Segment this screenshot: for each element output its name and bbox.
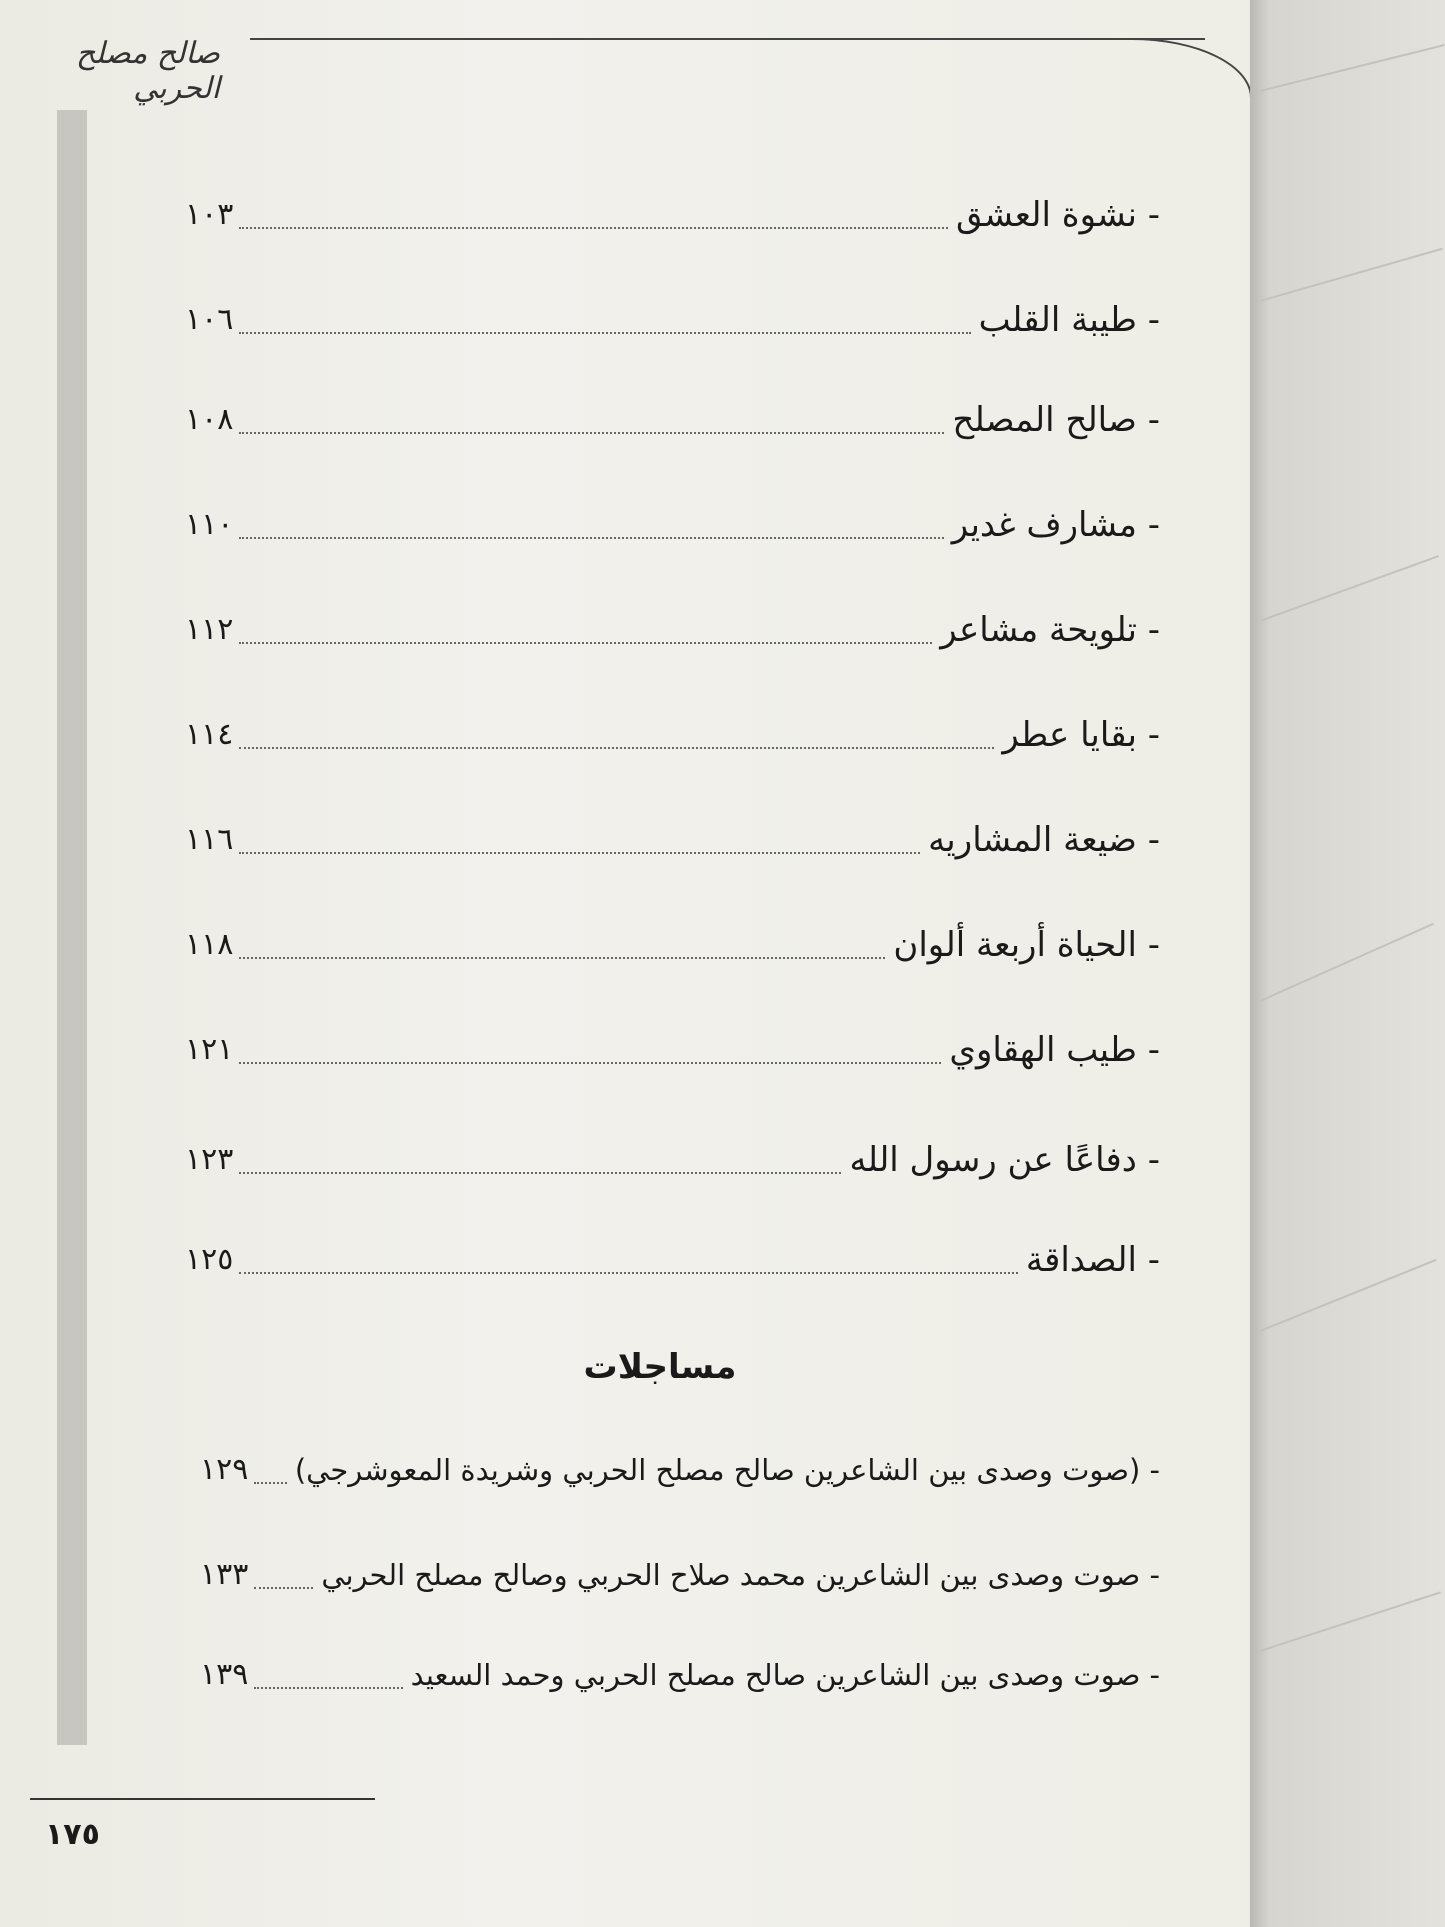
toc-entry [185,185,1160,245]
section-heading: مساجلات [583,1347,737,1387]
toc-entry-page-number: ١٢٥ [185,1242,234,1277]
toc-entry [185,1020,1160,1080]
toc-entry-page-number: ١٢٣ [185,1142,234,1177]
toc-dotted-leader [254,1587,313,1589]
toc-entry [185,1130,1160,1190]
toc-entry-title: - صالح المصلح [952,400,1160,440]
toc-dotted-leader [239,747,994,749]
toc-entry-page-number: ١٣٣ [200,1557,249,1592]
toc-entry [185,915,1160,975]
toc-entry-page-number: ١١٦ [185,822,234,857]
toc-entry [200,1440,1160,1500]
toc-dotted-leader [254,1482,287,1484]
toc-dotted-leader [239,852,920,854]
toc-entry-title: - تلويحة مشاعر [940,610,1160,650]
toc-entry [185,600,1160,660]
toc-entry-title: - طيبة القلب [978,300,1160,340]
toc-entry [185,810,1160,870]
toc-entry-page-number: ١٢٩ [200,1452,249,1487]
toc-dotted-leader [239,432,944,434]
toc-entry [200,1645,1160,1705]
toc-dotted-leader [239,642,932,644]
toc-entry-page-number: ١٠٣ [185,197,234,232]
toc-entry-page-number: ١٠٦ [185,302,234,337]
toc-entry-title: - ضيعة المشاريه [928,820,1160,860]
toc-entry [185,390,1160,450]
next-page-edge [1250,0,1445,1927]
page-number: ١٧٥ [45,1817,100,1852]
toc-entry-page-number: ١١٤ [185,717,234,752]
toc-dotted-leader [239,332,971,334]
toc-entry-page-number: ١١٢ [185,612,234,647]
header-rule-curve [1130,38,1252,100]
toc-dotted-leader [239,1062,941,1064]
toc-entry-title: - صوت وصدى بين الشاعرين محمد صلاح الحربي وصالح مصلح الحربي [321,1558,1160,1592]
toc-entry-title: - نشوة العشق [956,195,1160,235]
running-head: صالح مصلح الحربي [75,36,220,106]
toc-entry-title: - (صوت وصدى بين الشاعرين صالح مصلح الحربي وشريدة المعوشرجي) [294,1453,1160,1487]
toc-dotted-leader [239,957,885,959]
toc-entry [185,290,1160,350]
toc-dotted-leader [254,1687,403,1689]
toc-dotted-leader [239,537,944,539]
toc-entry-page-number: ١١٠ [185,507,234,542]
decorative-side-bar [57,110,87,1745]
toc-entry [200,1545,1160,1605]
toc-entry-title: - دفاعًا عن رسول الله [849,1140,1160,1180]
toc-entry-title: - الحياة أربعة ألوان [893,925,1160,965]
toc-entry [185,1230,1160,1290]
toc-entry-title: - بقايا عطر [1002,715,1160,755]
toc-entry-page-number: ١٢١ [185,1032,234,1067]
toc-entry-title: - صوت وصدى بين الشاعرين صالح مصلح الحربي وحمد السعيد [410,1658,1160,1692]
header-rule [250,38,1205,40]
toc-dotted-leader [239,227,948,229]
toc-entry-page-number: ١٠٨ [185,402,234,437]
toc-dotted-leader [239,1172,841,1174]
toc-entry [185,495,1160,555]
toc-entry-title: - طيب الهقاوي [949,1030,1160,1070]
toc-entry-page-number: ١٣٩ [200,1657,249,1692]
toc-entry [185,705,1160,765]
toc-entry-page-number: ١١٨ [185,927,234,962]
toc-entry-title: - مشارف غدير [951,505,1160,545]
toc-dotted-leader [239,1272,1018,1274]
toc-entry-title: - الصداقة [1025,1240,1160,1280]
footer-rule [30,1798,375,1800]
